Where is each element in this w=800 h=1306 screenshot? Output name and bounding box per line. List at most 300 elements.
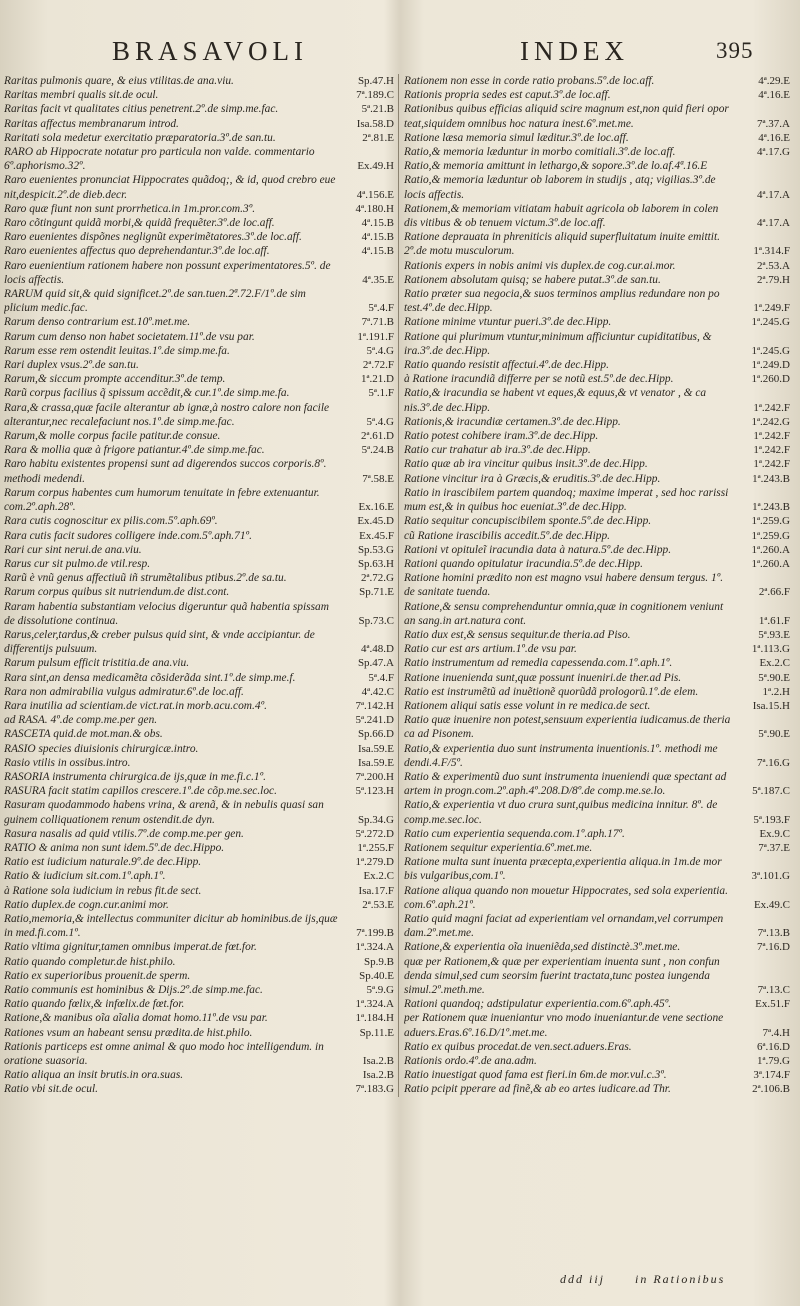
entry-text: Ratio quæ ab ira vincitur quibus insit.3º.de dec.Hipp. [404, 458, 648, 471]
entry-reference: 1ª.279.D [355, 856, 394, 869]
index-entry [4, 1068, 396, 1082]
entry-text: RASURA facit statim capillos crescere.1º.de cõp.me.sec.loc. [4, 785, 277, 798]
entry-reference: 4ª.16.E [758, 131, 790, 144]
entry-reference: 2ª.72.G [361, 572, 394, 585]
index-entry [4, 557, 396, 571]
entry-text: Raritas affectus membranarum introd. [4, 117, 179, 130]
index-entry [4, 1082, 396, 1096]
index-entry [404, 827, 792, 841]
entry-text: Ratione minime vtuntur pueri.3º.de dec.Hipp. [404, 316, 612, 329]
entry-reference: 5ª.4.F [368, 671, 394, 684]
entry-text: Ratio pcipit pperare ad finẽ,& ab eo artes iudicare.ad Thr. [404, 1083, 671, 1096]
entry-reference: 1ª.260.A [751, 557, 790, 570]
entry-reference: 4ª.15.B [361, 245, 394, 258]
entry-reference: 5ª.272.D [355, 827, 394, 840]
entry-text: Rarus cur sit pulmo.de vtil.resp. [4, 557, 151, 570]
entry-reference: Ex.49.H [357, 160, 394, 173]
entry-reference: 1ª.61.F [758, 614, 790, 627]
entry-text: Ratione vincitur ira à Græcis,& eruditis.3º.de dec.Hipp. [404, 472, 661, 485]
entry-reference: 5ª.193.F [753, 813, 790, 826]
entry-reference: 1ª.249.F [753, 302, 790, 315]
entry-reference: Ex.2.C [363, 870, 394, 883]
index-entry [404, 713, 792, 741]
entry-text: Rationis ordo.4º.de ana.adm. [404, 1055, 537, 1068]
entry-text: RASCETA quid.de mot.man.& obs. [4, 728, 163, 741]
index-entry [4, 344, 396, 358]
index-entry [4, 955, 396, 969]
entry-reference: 1ª.242.F [753, 444, 790, 457]
index-entry [4, 912, 396, 940]
entry-text: à Ratione sola iudicium in rebus fit.de sect. [4, 884, 202, 897]
index-entry [404, 287, 792, 315]
index-entry [404, 88, 792, 102]
entry-reference: 5ª.21.B [361, 103, 394, 116]
index-entry [4, 315, 396, 329]
entry-text: Ratio quando fœlix,& infœlix.de fœt.for. [4, 998, 185, 1011]
index-entry [4, 330, 396, 344]
entry-reference: 2ª.106.B [752, 1083, 790, 1096]
entry-text: Rationi vt opituleĩ iracundia data à natura.5º.de dec.Hipp. [404, 543, 672, 556]
entry-reference: Isa.2.B [362, 1055, 394, 1068]
entry-reference: 1ª.249.D [751, 359, 790, 372]
entry-reference: 7ª.200.H [355, 770, 394, 783]
index-entry [4, 656, 396, 670]
index-entry [404, 699, 792, 713]
entry-text: Ratio ex quibus procedat.de ven.sect.aduers.Eras. [404, 1040, 632, 1053]
entry-text: Ratio,& experientia vt duo crura sunt,quibus medicina innitur. 8º. de comp.me.sec.loc. [404, 799, 718, 826]
entry-text: Ratio sequitur concupiscibilem sponte.5º.de dec.Hipp. [404, 515, 652, 528]
entry-reference: Sp.53.G [357, 543, 394, 556]
index-entry [4, 600, 396, 628]
entry-reference: 1ª.245.G [751, 344, 790, 357]
entry-reference: 1ª.184.H [355, 1012, 394, 1025]
entry-text: Ratio potest cohibere iram.3º.de dec.Hipp. [404, 430, 599, 443]
index-entry [4, 869, 396, 883]
entry-reference: 1ª.21.D [361, 373, 394, 386]
entry-reference: 2ª.72.F [362, 359, 394, 372]
entry-text: Rara & mollia quæ à frigore patiantur.4º.de simp.me.fac. [4, 444, 265, 457]
entry-text: Raro habitu existentes propensi sunt ad digerendos succos corporis.8º. methodi medendi. [4, 458, 327, 485]
index-entry [404, 514, 792, 528]
index-entry [4, 287, 396, 315]
entry-reference: Ex.9.C [759, 827, 790, 840]
entry-reference: 7ª.58.E [362, 472, 394, 485]
index-entry [4, 88, 396, 102]
index-entry [4, 855, 396, 869]
entry-reference: 5ª.241.D [355, 714, 394, 727]
entry-text: RASORIA instrumenta chirurgica.de ijs,quæ in me.fi.c.1º. [4, 770, 267, 783]
entry-reference: 5ª.4.G [366, 415, 394, 428]
entry-reference: 7ª.16.D [757, 941, 790, 954]
entry-reference: 6ª.16.D [757, 1040, 790, 1053]
index-entry [404, 770, 792, 798]
entry-text: RASIO species diuisionis chirurgicæ.intro. [4, 742, 199, 755]
entry-reference: 7ª.189.C [356, 89, 394, 102]
entry-reference: 1ª.260.D [751, 373, 790, 386]
entry-text: Ratione qui plurimum vtuntur,minimum afficiuntur cupiditatibus, & ira.3º.de dec.Hipp. [404, 330, 712, 357]
entry-reference: 1ª.79.G [757, 1055, 790, 1068]
index-entry [4, 756, 396, 770]
entry-text: Ratio dux est,& sensus sequitur.de theria.ad Piso. [404, 628, 631, 641]
entry-reference: 4ª.16.E [758, 89, 790, 102]
entry-text: per Rationem quæ inueniantur vno modo inueniantur.de vene sectione aduers.Eras.6º.16.D/1º.met.me. [404, 1012, 724, 1039]
entry-text: Rarum esse rem ostendit leuitas.1º.de simp.me.fa. [4, 344, 230, 357]
index-entry [404, 202, 792, 230]
index-entry [4, 841, 396, 855]
index-entry [4, 386, 396, 400]
entry-text: Raritati sola medetur exercitatio præparatoria.3º.de san.tu. [4, 131, 276, 144]
entry-reference: 4ª.48.D [361, 643, 394, 656]
entry-text: Raram habentia substantiam velocius digeruntur quã habentia spissam de dissolutione continua. [4, 600, 329, 627]
entry-text: Raro quæ fiunt non sunt prorrhetica.in 1m.pror.com.3º. [4, 202, 256, 215]
index-entry [404, 997, 792, 1011]
right-column [404, 74, 792, 1097]
entry-reference: 2ª.53.E [362, 898, 394, 911]
entry-text: Ratio aliqua an insit brutis.in ora.suas. [4, 1069, 184, 1082]
entry-reference: 5ª.93.E [758, 628, 790, 641]
entry-reference: Isa.2.B [362, 1069, 394, 1082]
entry-text: à Ratione iracundiã differre per se notũ est.5º.de dec.Hipp. [404, 373, 674, 386]
index-entry [4, 742, 396, 756]
entry-reference: 4ª.17.A [757, 217, 790, 230]
entry-text: Rationi quandoq; adstipulatur experientia.com.6º.aph.45º. [404, 998, 672, 1011]
entry-text: Raro cõtingunt quidã morbi,& quidã frequẽter.3º.de loc.aff. [4, 217, 275, 230]
entry-reference: 7ª.71.B [361, 316, 394, 329]
entry-text: Ratio,memoria,& intellectus communiter dicitur ab hominibus.de ijs,quæ in med.fi.com.1º. [4, 912, 338, 940]
index-entry [404, 671, 792, 685]
entry-reference: 5ª.9.G [366, 984, 394, 996]
entry-reference: 4ª.180.H [355, 202, 394, 215]
entry-reference: Isa.59.E [357, 742, 394, 755]
entry-text: Ratio,& memoria læduntur in morbo comitiali.3º.de loc.aff. [404, 146, 676, 159]
index-entry [404, 628, 792, 642]
entry-text: Ratio in irascibilem partem quandoq; maxime imperat , sed hoc rarissi mum est,& in quibus hoc eueniat.3º.de dec.Hipp. [404, 486, 729, 514]
index-entry [4, 202, 396, 216]
index-entry [404, 358, 792, 372]
entry-text: Rari cur sint nerui.de ana.viu. [4, 543, 142, 556]
entry-reference: 1ª.260.A [751, 543, 790, 556]
entry-text: Rationis expers in nobis animi vis duplex.de cog.cur.ai.mor. [404, 259, 676, 272]
index-entry [404, 372, 792, 386]
index-entry [404, 884, 792, 912]
entry-reference: 1ª.243.B [752, 501, 790, 514]
entry-reference: 7ª.142.H [355, 699, 394, 712]
entry-reference: 1ª.324.A [355, 998, 394, 1011]
index-entry [4, 898, 396, 912]
entry-reference: 4ª.17.A [757, 188, 790, 201]
entry-text: Ratio communis est hominibus & Dijs.2º.de simp.me.fac. [4, 984, 263, 996]
entry-text: RARO ab Hippocrate notatur pro particula non valde. commentario 6º.aphorismo.32º. [4, 146, 315, 173]
entry-text: Ratio quid magni faciat ad experientiam vel ornandam,vel corrumpen dam.2º.met.me. [404, 912, 724, 940]
entry-text: Rationibus quibus efficias aliquid scire magnum est,non quid fieri opor teat,siquidem omnibus hoc natura inest.6º.met.me. [404, 103, 729, 130]
index-entry [4, 727, 396, 741]
entry-reference: 1ª.2.H [762, 685, 790, 698]
entry-text: Rasuram quodammodo habens vrina, & arenã, & in nebulis quasi san guinem colliquationem renum ostendit.de dyn. [4, 799, 324, 826]
index-entry [404, 173, 792, 201]
index-entry [4, 699, 396, 713]
entry-text: Ratio instrumentum ad remedia capessenda.com.1º.aph.1º. [404, 657, 673, 670]
index-entry [404, 230, 792, 258]
entry-reference: 3ª.101.G [751, 870, 790, 883]
entry-text: Ratione læsa memoria simul læditur.3º.de loc.aff. [404, 131, 629, 144]
index-entry [404, 472, 792, 486]
page-footer [560, 1272, 725, 1287]
entry-reference: 7ª.37.E [758, 841, 790, 854]
index-entry [404, 259, 792, 273]
entry-text: Ratio præter sua negocia,& suos terminos amplius redundare non po test.4º.de dec.Hipp. [404, 288, 720, 315]
index-entry [4, 216, 396, 230]
entry-reference: 4ª.156.E [356, 188, 394, 201]
index-entry [404, 457, 792, 471]
entry-reference: 7ª.37.A [757, 117, 790, 130]
entry-text: Ratio vltima gignitur,tamen omnibus imperat.de fœt.for. [4, 941, 257, 954]
index-entry [4, 798, 396, 826]
entry-text: Rationis,& iracundiæ certamen.3º.de dec.Hipp. [404, 415, 621, 428]
entry-reference: Sp.66.D [357, 728, 394, 741]
entry-text: Rarum,& siccum prompte accenditur.3º.de temp. [4, 373, 226, 386]
entry-text: Ratio duplex.de cogn.cur.animi mor. [4, 898, 169, 911]
entry-reference: 5ª.90.E [758, 671, 790, 684]
entry-reference: Ex.49.C [753, 898, 790, 911]
entry-text: RATIO & anima non sunt idem.5º.de dec.Hippo. [4, 841, 225, 854]
entry-text: Rara inutilia ad scientiam.de vict.rat.in morb.acu.com.4º. [4, 699, 267, 712]
entry-text: RARUM quid sit,& quid significet.2º.de san.tuen.2ª.72.F/1º.de sim plicium medic.fac. [4, 288, 306, 315]
entry-text: Ratio & iudicium sit.com.1º.aph.1º. [4, 870, 166, 883]
entry-text: Rasura nasalis ad quid vtilis.7º.de comp.me.per gen. [4, 827, 244, 840]
entry-reference: 7ª.199.B [356, 927, 394, 940]
entry-text: Raritas pulmonis quare, & eius vtilitas.de ana.viu. [4, 75, 234, 87]
entry-text: Rarũ corpus facilius q̃ spissum accẽdit,& cur.1º.de simp.me.fa. [4, 387, 290, 400]
entry-reference: 1ª.113.G [751, 643, 790, 656]
index-entry [4, 685, 396, 699]
entry-reference: 3ª.174.F [753, 1069, 790, 1082]
entry-text: Rara non admirabilia vulgus admiratur.6º.de loc.aff. [4, 685, 244, 698]
index-entry [404, 273, 792, 287]
entry-text: Ratione multa sunt inuenta præcepta,experientia aliqua.in 1m.de mor bis vulgaribus,com.1º. [404, 856, 722, 883]
entry-text: Rarus,celer,tardus,& creber pulsus quid sint, & vnde accipiantur. de differentijs pulsuum. [4, 628, 315, 656]
index-entry [4, 983, 396, 997]
entry-text: Rationem absolutam quisq; se habere putat.3º.de san.tu. [404, 273, 661, 286]
entry-text: Rarum,& molle corpus facile patitur.de consue. [4, 430, 221, 443]
index-entry [404, 557, 792, 571]
page-number: 395 [716, 38, 754, 63]
index-entry [404, 742, 792, 770]
index-entry [404, 1040, 792, 1054]
index-entry [404, 330, 792, 358]
entry-reference: 5ª.4.F [368, 302, 394, 315]
signature-mark: ddd iij [560, 1272, 606, 1286]
index-entry [404, 102, 792, 130]
index-entry [4, 102, 396, 116]
entry-text: Rationis particeps est omne animal & quo modo hoc intelligendum. in oratione suasoria. [4, 1040, 324, 1068]
index-entry [4, 358, 396, 372]
left-column [4, 74, 399, 1097]
entry-reference: Sp.9.B [364, 955, 394, 968]
entry-reference: Sp.34.G [357, 813, 394, 826]
index-entry [404, 159, 792, 173]
entry-reference: 1ª.242.F [753, 401, 790, 414]
entry-reference: Isa.58.D [356, 117, 394, 130]
entry-reference: 7ª.16.G [757, 756, 790, 769]
entry-text: cũ Ratione irascibilis accedit.5º.de dec.Hipp. [404, 529, 610, 542]
index-entry [404, 486, 792, 514]
entry-text: Ratio ex superioribus prouenit.de sperm. [4, 969, 191, 982]
index-entry [404, 1082, 792, 1096]
index-entry [4, 969, 396, 983]
entry-text: Ratio est iudicium naturale.9º.de dec.Hipp. [4, 856, 202, 869]
index-entry [404, 955, 792, 998]
index-entry [404, 443, 792, 457]
entry-reference: 5ª.187.C [752, 785, 790, 798]
index-entry [404, 656, 792, 670]
index-entry [404, 855, 792, 883]
index-entry [4, 486, 396, 514]
entry-reference: 4ª.17.G [757, 146, 790, 159]
index-entry [404, 571, 792, 599]
entry-text: Rarum pulsum efficit tristitia.de ana.viu. [4, 657, 190, 670]
entry-text: Rationes vsum an habeant sensu prædita.de hist.philo. [4, 1026, 253, 1039]
index-entry [4, 571, 396, 585]
index-entry [4, 244, 396, 258]
entry-reference: Ex.16.E [358, 501, 394, 514]
index-entry [4, 259, 396, 287]
entry-text: Raritas membri qualis sit.de ocul. [4, 89, 159, 102]
index-entry [4, 372, 396, 386]
entry-text: Ratio,& memoria læduntur ob laborem in studijs , atq; vigilias.3º.de locis affectis. [404, 174, 716, 201]
index-entry [404, 429, 792, 443]
entry-reference: Sp.11.E [359, 1026, 394, 1039]
entry-reference: 7ª.4.H [762, 1026, 790, 1039]
index-entry [4, 671, 396, 685]
entry-text: Raro euenientium rationem habere non possunt experimentatores.5º. de locis affectis. [4, 259, 331, 286]
entry-reference: 7ª.13.B [757, 927, 790, 940]
index-entry [4, 74, 396, 88]
entry-text: Rari duplex vsus.2º.de san.tu. [4, 359, 139, 372]
index-entry [4, 443, 396, 457]
index-entry [404, 74, 792, 88]
entry-text: Ratione inuenienda sunt,quæ possunt inueniri.de ther.ad Pis. [404, 671, 682, 684]
index-entry [404, 315, 792, 329]
index-entry [4, 713, 396, 727]
entry-text: Rationi quando opitulatur iracundia.5º.de dec.Hipp. [404, 557, 643, 570]
catchword: in Rationibus [635, 1272, 726, 1286]
entry-reference: Sp.63.H [357, 557, 394, 570]
index-entry [4, 585, 396, 599]
index-entry [4, 145, 396, 173]
index-entry [4, 457, 396, 485]
entry-reference: 5ª.90.E [758, 728, 790, 741]
entry-reference: Isa.15.H [752, 699, 790, 712]
index-entry [4, 514, 396, 528]
entry-text: Rationem aliqui satis esse volunt in re medica.de sect. [404, 699, 651, 712]
index-entry [4, 940, 396, 954]
entry-reference: 5ª.4.G [366, 344, 394, 357]
index-entry [4, 131, 396, 145]
index-entry [4, 173, 396, 201]
entry-text: Ratio,& experientia duo sunt instrumenta inuentionis.1º. methodi me dendi.4.F/5º. [404, 742, 718, 769]
entry-reference: Sp.71.E [359, 586, 394, 599]
entry-reference: 2ª.61.D [361, 430, 394, 443]
entry-text: Ratio vbi sit.de ocul. [4, 1083, 98, 1096]
index-entry [404, 798, 792, 826]
entry-reference: Ex.2.C [759, 657, 790, 670]
index-entry [404, 386, 792, 414]
entry-reference: 1ª.243.B [752, 472, 790, 485]
index-entry [404, 131, 792, 145]
entry-text: Ratio,& iracundia se habent vt eques,& equus,& vt venator , & ca nis.3º.de dec.Hipp. [404, 387, 707, 414]
entry-reference: 1ª.242.F [753, 458, 790, 471]
index-entry [404, 415, 792, 429]
entry-reference: 1ª.245.G [751, 316, 790, 329]
entry-text: Rationem sequitur experientia.6º.met.me. [404, 841, 593, 854]
entry-text: Rarũ è vnũ genus affectiuũ iñ strumẽtalibus ptibus.2º.de sa.tu. [4, 572, 287, 585]
entry-reference: Ex.51.F [755, 998, 790, 1011]
entry-reference: 5ª.24.B [361, 444, 394, 457]
index-entry [4, 401, 396, 429]
entry-reference: 1ª.242.F [753, 430, 790, 443]
index-entry [4, 529, 396, 543]
entry-reference: 1ª.314.F [753, 245, 790, 258]
entry-text: Ratio quando resistit affectui.4º.de dec.Hipp. [404, 359, 609, 372]
entry-text: Rarum corpus quibus sit nutriendum.de dist.cont. [4, 586, 230, 599]
entry-text: Ratio,& memoria amittunt in lethargo,& sopore.3º.de lo.af.4ª.16.E [404, 160, 708, 173]
index-entry [4, 543, 396, 557]
entry-reference: Sp.73.C [358, 614, 394, 627]
entry-reference: 2ª.53.A [757, 259, 790, 272]
index-entry [404, 912, 792, 940]
index-entry [404, 841, 792, 855]
index-entry [404, 1068, 792, 1082]
entry-reference: 1ª.324.A [355, 941, 394, 954]
entry-reference: 7ª.183.G [355, 1083, 394, 1096]
entry-text: Ratione,& manibus oĩa aĩalia domat homo.11º.de vsu par. [4, 1012, 268, 1025]
running-head [0, 36, 800, 70]
entry-reference: 1ª.191.F [357, 330, 394, 343]
entry-reference: 5ª.123.H [355, 785, 394, 798]
entry-text: Ratio quæ inuenire non potest,sensuum experientia iudicamus.de theria ca ad Pisonem. [404, 714, 731, 741]
index-entry [4, 1026, 396, 1040]
index-entry [4, 827, 396, 841]
entry-text: Ratio cum experientia sequenda.com.1º.aph.17º. [404, 827, 625, 840]
entry-text: ad RASA. 4º.de comp.me.per gen. [4, 714, 158, 727]
index-entry [404, 529, 792, 543]
entry-text: Ratione homini prædito non est magno vsui habere densum tergus. 1º. de sanitate tuenda. [404, 572, 724, 599]
index-entry [4, 1011, 396, 1025]
entry-reference: Sp.40.E [359, 969, 394, 982]
entry-reference: 5ª.1.F [368, 387, 394, 400]
entry-reference: Isa.17.F [358, 884, 394, 897]
index-entry [404, 642, 792, 656]
entry-text: Rasio vtilis in ossibus.intro. [4, 756, 131, 769]
entry-reference: 2ª.66.F [758, 586, 790, 599]
entry-reference: 4ª.29.E [758, 75, 790, 87]
entry-text: Rara sint,an densa medicamẽta cõsiderãda sint.1º.de simp.me.f. [4, 671, 296, 684]
entry-reference: Ex.45.D [357, 515, 394, 528]
entry-reference: 2ª.79.H [757, 273, 790, 286]
entry-reference: 7ª.13.C [757, 984, 790, 996]
entry-reference: Sp.47.H [357, 75, 394, 87]
index-entry [4, 117, 396, 131]
index-entry [4, 997, 396, 1011]
entry-text: Rationis propria sedes est caput.3º.de loc.aff. [404, 89, 611, 102]
entry-reference: 1ª.242.G [751, 415, 790, 428]
entry-text: Raro euenientes affectus quo deprehendantur.3º.de loc.aff. [4, 245, 270, 258]
index-entry [404, 600, 792, 628]
running-head-title: INDEX [520, 36, 629, 66]
entry-text: Ratione,& sensu comprehenduntur omnia,quæ in cognitionem veniunt an sang.in art.natura cont. [404, 600, 724, 627]
entry-text: Ratio quando completur.de hist.philo. [4, 955, 176, 968]
entry-reference: 4ª.15.B [361, 217, 394, 230]
